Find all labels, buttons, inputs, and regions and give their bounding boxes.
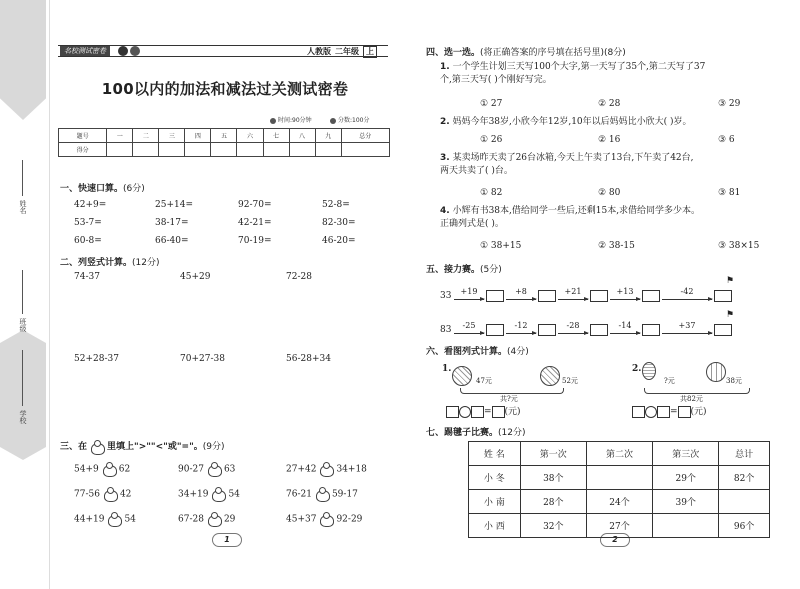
vertical-calc-item: 70+27-38 bbox=[180, 354, 225, 364]
compare-item: 76-21 59-17 bbox=[286, 487, 358, 501]
table-cell: 32个 bbox=[520, 514, 586, 538]
page-number: 1 bbox=[212, 533, 242, 547]
option[interactable]: ① 26 bbox=[480, 135, 503, 145]
score-input-cell[interactable] bbox=[341, 143, 389, 157]
class-line bbox=[22, 270, 23, 314]
vertical-calc-item: 72-28 bbox=[286, 272, 312, 282]
answer-box[interactable] bbox=[492, 406, 505, 418]
score-cell: 七 bbox=[263, 129, 289, 143]
chain-arrow: +21 bbox=[558, 288, 588, 300]
peach-icon bbox=[89, 440, 105, 454]
calc-item: 25+14= bbox=[155, 200, 193, 210]
table-cell: 24个 bbox=[586, 490, 652, 514]
table-cell: 28个 bbox=[520, 490, 586, 514]
option[interactable]: ② 38-15 bbox=[598, 241, 635, 251]
page-number: 2 bbox=[600, 533, 630, 547]
chain-arrow: +8 bbox=[506, 288, 536, 300]
chain-answer-box[interactable] bbox=[714, 290, 732, 302]
table-cell: 82个 bbox=[719, 466, 770, 490]
table-row bbox=[469, 490, 770, 514]
section-1-title: 一、快速口算。(6分) bbox=[60, 184, 145, 194]
calc-item: 52-8= bbox=[322, 200, 350, 210]
compare-slot[interactable] bbox=[318, 462, 334, 476]
name-line bbox=[22, 160, 23, 196]
shuttlecock-table bbox=[468, 441, 770, 538]
chain-arrow: +37 bbox=[662, 322, 712, 334]
binding-strip bbox=[0, 0, 50, 589]
table-cell: 29个 bbox=[653, 466, 719, 490]
table-row bbox=[469, 466, 770, 490]
compare-slot[interactable] bbox=[206, 462, 222, 476]
calc-item: 82-30= bbox=[322, 218, 356, 228]
vertical-calc-item: 56-28+34 bbox=[286, 354, 331, 364]
score-input-cell[interactable] bbox=[289, 143, 315, 157]
chain-answer-box[interactable] bbox=[642, 290, 660, 302]
compare-item: 34+19 54 bbox=[178, 487, 240, 501]
chain-answer-box[interactable] bbox=[590, 290, 608, 302]
problem-number: 2. bbox=[632, 364, 642, 374]
grade-label: 二年级 bbox=[335, 47, 359, 56]
table-header-cell: 第二次 bbox=[586, 442, 652, 466]
price-label: 52元 bbox=[562, 377, 578, 385]
score-table bbox=[58, 128, 390, 157]
answer-box[interactable] bbox=[678, 406, 691, 418]
score-icon bbox=[330, 118, 336, 124]
chain-arrow: -14 bbox=[610, 322, 640, 334]
score-cell: 五 bbox=[211, 129, 237, 143]
score-cell: 八 bbox=[289, 129, 315, 143]
table-header-cell: 姓 名 bbox=[469, 442, 521, 466]
calc-item: 92-70= bbox=[238, 200, 272, 210]
chain-arrow: +19 bbox=[454, 288, 484, 300]
operator-circle[interactable] bbox=[459, 406, 471, 418]
vertical-calc-item: 52+28-37 bbox=[74, 354, 119, 364]
section-4-title: 四、选一选。(将正确答案的序号填在括号里)(8分) bbox=[426, 48, 626, 58]
section-6-title: 六、看图列式计算。(4分) bbox=[426, 347, 529, 357]
total-label: 共?元 bbox=[500, 395, 518, 403]
question: 3. 某卖场昨天卖了26台冰箱,今天上午卖了13台,下午卖了42台, 两天共卖了( )台。 bbox=[440, 153, 694, 176]
section-7-title: 七、踢毽子比赛。(12分) bbox=[426, 428, 526, 438]
option[interactable]: ② 80 bbox=[598, 188, 621, 198]
calc-item: 46-20= bbox=[322, 236, 356, 246]
chain-arrow: +13 bbox=[610, 288, 640, 300]
chain-answer-box[interactable] bbox=[714, 324, 732, 336]
table-blank-cell[interactable] bbox=[653, 514, 719, 538]
section-5-title: 五、接力赛。(5分) bbox=[426, 265, 502, 275]
compare-item: 90-27 63 bbox=[178, 462, 235, 476]
option[interactable]: ② 28 bbox=[598, 99, 621, 109]
compare-item: 27+42 34+18 bbox=[286, 462, 367, 476]
compare-item: 45+37 92-29 bbox=[286, 512, 362, 526]
brand-label: 名校测试密卷 bbox=[60, 46, 110, 56]
calc-item: 70-19= bbox=[238, 236, 272, 246]
problem-number: 1. bbox=[442, 364, 452, 374]
compare-slot[interactable] bbox=[314, 487, 330, 501]
option[interactable]: ① 38+15 bbox=[480, 241, 522, 251]
equation-row: = (元) bbox=[632, 404, 707, 418]
section-3-title: 三、在 里填上">""<"或"="。(9分) bbox=[60, 439, 225, 454]
price-label: 38元 bbox=[726, 377, 742, 385]
chain-answer-box[interactable] bbox=[538, 290, 556, 302]
term-label: 上 bbox=[363, 46, 377, 58]
compare-item: 54+9 62 bbox=[74, 462, 130, 476]
price-label: ?元 bbox=[664, 377, 675, 385]
score-cell: 得分 bbox=[59, 143, 107, 157]
racket-icon bbox=[642, 362, 656, 380]
brand-logo-icon-2 bbox=[130, 46, 140, 56]
chain-answer-box[interactable] bbox=[538, 324, 556, 336]
score-input-cell[interactable] bbox=[237, 143, 263, 157]
table-blank-cell[interactable] bbox=[586, 466, 652, 490]
score-cell: 题号 bbox=[59, 129, 107, 143]
score-input-cell[interactable] bbox=[185, 143, 211, 157]
equation-row: = (元) bbox=[446, 404, 521, 418]
question: 2. 妈妈今年38岁,小欣今年12岁,10年以后妈妈比小欣大( )岁。 bbox=[440, 117, 692, 127]
score-meta: 分数:100分 bbox=[330, 115, 369, 124]
compare-item: 77-56 42 bbox=[74, 487, 131, 501]
chain-arrow: -12 bbox=[506, 322, 536, 334]
score-input-cell[interactable] bbox=[263, 143, 289, 157]
name-label: 姓名 bbox=[19, 200, 27, 214]
score-input-cell[interactable] bbox=[315, 143, 341, 157]
calc-item: 38-17= bbox=[155, 218, 189, 228]
option[interactable]: ③ 38×15 bbox=[718, 241, 760, 251]
chain-answer-box[interactable] bbox=[486, 290, 504, 302]
table-cell: 96个 bbox=[719, 514, 770, 538]
option[interactable]: ① 82 bbox=[480, 188, 503, 198]
table-cell: 小 南 bbox=[469, 490, 521, 514]
page-title: 100以内的加法和减法过关测试密卷 bbox=[101, 80, 349, 98]
calc-item: 66-40= bbox=[155, 236, 189, 246]
calc-item: 60-8= bbox=[74, 236, 102, 246]
chain-answer-box[interactable] bbox=[486, 324, 504, 336]
chain-start-number: 83 bbox=[440, 325, 452, 335]
answer-box[interactable] bbox=[446, 406, 459, 418]
chain-answer-box[interactable] bbox=[642, 324, 660, 336]
score-cell: 四 bbox=[185, 129, 211, 143]
table-header-cell: 第一次 bbox=[520, 442, 586, 466]
chain-start-number: 33 bbox=[440, 291, 452, 301]
compare-slot[interactable] bbox=[106, 512, 122, 526]
school-line bbox=[22, 350, 23, 406]
class-label: 班级 bbox=[19, 318, 27, 332]
option[interactable]: ① 27 bbox=[480, 99, 503, 109]
answer-box[interactable] bbox=[471, 406, 484, 418]
option[interactable]: ③ 29 bbox=[718, 99, 741, 109]
table-cell: 38个 bbox=[520, 466, 586, 490]
score-input-cell[interactable] bbox=[107, 143, 133, 157]
clock-icon bbox=[270, 118, 276, 124]
compare-slot[interactable] bbox=[206, 512, 222, 526]
school-label: 学校 bbox=[19, 410, 27, 424]
question: 4. 小辉有书38本,借给同学一些后,还剩15本,求借给同学多少本。 正确列式是( )。 bbox=[440, 206, 701, 229]
score-cell: 九 bbox=[315, 129, 341, 143]
chain-answer-box[interactable] bbox=[590, 324, 608, 336]
compare-slot[interactable] bbox=[210, 487, 226, 501]
chain-arrow: -42 bbox=[662, 288, 712, 300]
option[interactable]: ③ 6 bbox=[718, 135, 735, 145]
binding-tab-middle bbox=[0, 330, 46, 460]
score-table-score-row bbox=[59, 143, 390, 157]
hat-icon bbox=[706, 362, 726, 382]
chain-arrow: -25 bbox=[454, 322, 484, 334]
ball-icon bbox=[452, 366, 472, 386]
calc-item: 42+9= bbox=[74, 200, 107, 210]
price-label: 47元 bbox=[476, 377, 492, 385]
score-input-cell[interactable] bbox=[159, 143, 185, 157]
score-input-cell[interactable] bbox=[133, 143, 159, 157]
compare-slot[interactable] bbox=[102, 487, 118, 501]
flag-icon: ⚑ bbox=[726, 310, 735, 320]
calc-item: 53-7= bbox=[74, 218, 102, 228]
score-cell: 二 bbox=[133, 129, 159, 143]
table-cell: 27个 bbox=[586, 514, 652, 538]
table-header-row bbox=[469, 442, 770, 466]
score-table-header-row bbox=[59, 129, 390, 143]
answer-box[interactable] bbox=[657, 406, 670, 418]
calc-item: 42-21= bbox=[238, 218, 272, 228]
score-cell: 六 bbox=[237, 129, 263, 143]
table-row bbox=[469, 514, 770, 538]
compare-slot[interactable] bbox=[318, 512, 334, 526]
brand-logo-icon bbox=[118, 46, 128, 56]
grade-info bbox=[305, 46, 377, 56]
table-header-cell: 第三次 bbox=[653, 442, 719, 466]
edition-label: 人教版 bbox=[307, 47, 331, 56]
score-cell: 三 bbox=[159, 129, 185, 143]
table-blank-cell[interactable] bbox=[719, 490, 770, 514]
option[interactable]: ② 16 bbox=[598, 135, 621, 145]
table-cell: 39个 bbox=[653, 490, 719, 514]
answer-box[interactable] bbox=[632, 406, 645, 418]
time-meta: 时间:90分钟 bbox=[270, 115, 312, 124]
compare-item: 44+19 54 bbox=[74, 512, 136, 526]
total-label: 共82元 bbox=[680, 395, 703, 403]
vertical-calc-item: 45+29 bbox=[180, 272, 211, 282]
score-input-cell[interactable] bbox=[211, 143, 237, 157]
operator-circle[interactable] bbox=[645, 406, 657, 418]
ball-icon bbox=[540, 366, 560, 386]
chain-arrow: -28 bbox=[558, 322, 588, 334]
table-cell: 小 西 bbox=[469, 514, 521, 538]
flag-icon: ⚑ bbox=[726, 276, 735, 286]
section-2-title: 二、列竖式计算。(12分) bbox=[60, 258, 160, 268]
question: 1. 一个学生计划三天写100个大字,第一天写了35个,第二天写了37 个,第三天写( )个刚好写完。 bbox=[440, 62, 706, 85]
vertical-calc-item: 74-37 bbox=[74, 272, 100, 282]
table-cell: 小 冬 bbox=[469, 466, 521, 490]
binding-tab-top bbox=[0, 0, 46, 120]
score-cell: 总分 bbox=[341, 129, 389, 143]
compare-item: 67-28 29 bbox=[178, 512, 235, 526]
compare-slot[interactable] bbox=[101, 462, 117, 476]
score-cell: 一 bbox=[107, 129, 133, 143]
table-header-cell: 总计 bbox=[719, 442, 770, 466]
option[interactable]: ③ 81 bbox=[718, 188, 741, 198]
